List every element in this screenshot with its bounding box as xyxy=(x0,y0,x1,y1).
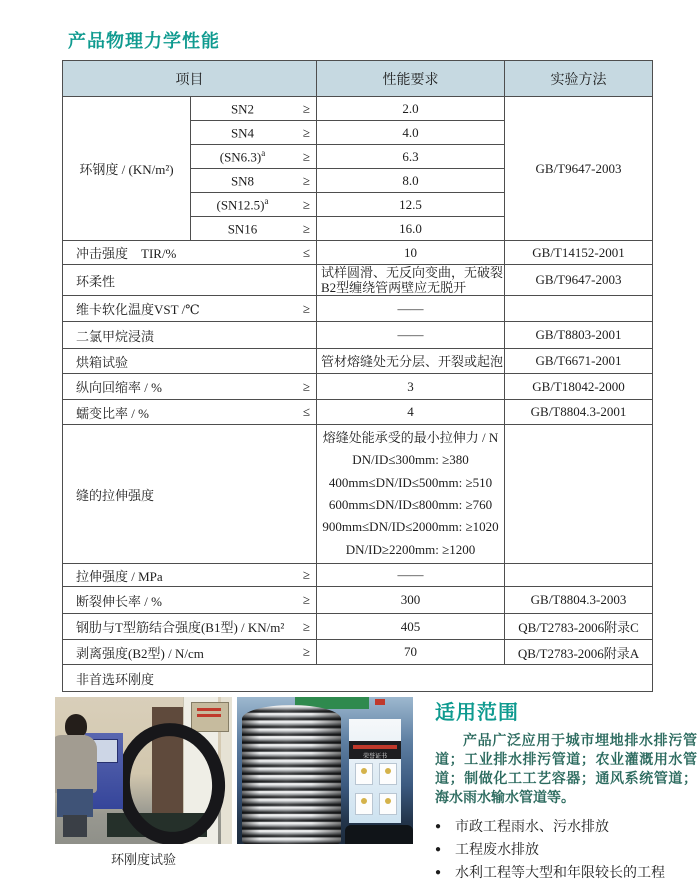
row-label-cell xyxy=(63,640,317,665)
photo-operator-body xyxy=(55,735,97,793)
ring-stiffness-label: 环钢度 / (KN/m²) xyxy=(63,97,191,241)
photo-certificate xyxy=(355,763,373,785)
photo-pipe-rings-floor xyxy=(345,825,413,844)
table-row-vicat xyxy=(63,296,653,322)
bullet-text: 工程废水排放 xyxy=(455,841,539,857)
photo-stand-red-strip xyxy=(353,745,397,749)
requirement-value: —— xyxy=(317,564,505,587)
method-cell: GB/T18042-2000 xyxy=(505,374,653,400)
method-cell xyxy=(505,296,653,322)
col-header-item: 项目 xyxy=(63,61,317,97)
row-label: 剥离强度(B2型) / N/cm xyxy=(76,645,204,661)
bullet-icon: ● xyxy=(435,821,442,832)
operator: ≥ xyxy=(302,148,310,164)
table-header-row xyxy=(63,61,653,97)
requirement-value: 2.0 xyxy=(317,97,505,121)
operator: ≥ xyxy=(302,618,310,634)
operator: ≥ xyxy=(302,100,310,116)
method-cell: QB/T2783-2006附录C xyxy=(505,614,653,640)
row-label: 二氯甲烷浸渍 xyxy=(76,328,155,344)
photo-certificate xyxy=(379,793,397,815)
grade-cell xyxy=(191,193,317,217)
requirement-value: —— xyxy=(317,296,505,322)
operator: ≥ xyxy=(302,592,310,607)
requirement-line: 试样圆滑、无反向变曲，无破裂 xyxy=(321,265,504,280)
method-cell xyxy=(505,425,653,564)
row-label: 维卡软化温度VST /℃ xyxy=(76,302,200,317)
grade-text: (SN12.5) xyxy=(216,197,265,213)
row-label-cell xyxy=(63,425,317,564)
grade-footnote: a xyxy=(261,147,266,158)
operator: ≥ xyxy=(302,172,310,188)
method-cell: GB/T9647-2003 xyxy=(505,265,653,296)
grade-cell xyxy=(191,121,317,145)
requirement-value: —— xyxy=(317,322,505,349)
table-row-creep-ratio xyxy=(63,400,653,425)
row-label-cell xyxy=(63,374,317,400)
seam-line: DN/ID≥2200mm: ≥1200 xyxy=(345,541,476,557)
row-label-cell xyxy=(63,265,317,296)
bullet-icon: ● xyxy=(435,867,442,878)
bullet-text: 水利工程等大型和年限较长的工程 xyxy=(455,864,665,880)
grade-text: SN4 xyxy=(230,125,255,141)
spec-table xyxy=(62,60,653,692)
photo-operator-legs xyxy=(57,789,93,817)
footer-row-label: 非首选环刚度 xyxy=(63,665,653,692)
grade-footnote: a xyxy=(264,195,269,206)
table-row-impact xyxy=(63,241,653,265)
photo-readout-display xyxy=(191,702,229,732)
method-cell: QB/T2783-2006附录A xyxy=(505,640,653,665)
row-label-cell xyxy=(63,322,317,349)
requirement-value: 10 xyxy=(317,241,505,265)
operator: ≥ xyxy=(302,300,310,316)
requirement-value: 70 xyxy=(317,640,505,665)
table-row-peel-strength xyxy=(63,640,653,665)
row-label-cell xyxy=(63,614,317,640)
table-row-ring-flexibility xyxy=(63,265,653,296)
method-cell: GB/T6671-2001 xyxy=(505,349,653,374)
table-row-elongation xyxy=(63,587,653,614)
photo-certificate xyxy=(379,763,397,785)
operator: ≥ xyxy=(302,220,310,236)
requirement-value: 管材熔缝处无分层、开裂或起泡 xyxy=(317,349,505,374)
grade-cell xyxy=(191,169,317,193)
seam-line: 900mm≤DN/ID≤2000mm: ≥1020 xyxy=(322,519,499,535)
row-label-cell xyxy=(63,296,317,322)
table-row-non-preferred xyxy=(63,665,653,692)
row-label: 拉伸强度 / MPa xyxy=(76,568,163,584)
operator: ≥ xyxy=(302,124,310,140)
row-label-cell xyxy=(63,400,317,425)
photo-certificate xyxy=(355,793,373,815)
photo-stand-title: 荣誉证书 xyxy=(362,754,387,760)
operator: ≥ xyxy=(302,567,310,582)
requirement-value: 4.0 xyxy=(317,121,505,145)
grade-cell xyxy=(191,217,317,241)
photo-readout-digits xyxy=(197,708,221,711)
operator: ≤ xyxy=(302,404,310,419)
table-row-longitudinal-reversion xyxy=(63,374,653,400)
requirement-value xyxy=(317,265,505,296)
row-label: 断裂伸长率 / % xyxy=(76,593,162,609)
photo-caption: 环刚度试验 xyxy=(110,852,176,867)
requirement-value: 12.5 xyxy=(317,193,505,217)
row-label: 缝的拉伸强度 xyxy=(76,487,155,503)
scope-bullet-list xyxy=(435,815,697,884)
operator: ≥ xyxy=(302,196,310,212)
page-title: 产品物理力学性能 xyxy=(68,31,220,51)
requirement-value: 16.0 xyxy=(317,217,505,241)
grade-text: SN2 xyxy=(230,101,255,117)
operator: ≤ xyxy=(302,244,310,260)
table-row-rib-bond-strength xyxy=(63,614,653,640)
row-label-cell xyxy=(63,349,317,374)
row-label: 钢肋与T型筋结合强度(B1型) / KN/m² xyxy=(76,620,285,635)
operator: ≥ xyxy=(302,644,310,659)
requirement-value xyxy=(317,425,505,564)
seam-line: DN/ID≤300mm: ≥380 xyxy=(352,452,469,468)
grade-cell xyxy=(191,97,317,121)
requirement-value: 3 xyxy=(317,374,505,400)
photo-stool xyxy=(63,815,87,837)
row-label-cell xyxy=(63,241,317,265)
requirement-value: 6.3 xyxy=(317,145,505,169)
scope-section xyxy=(435,696,697,884)
seam-line: 400mm≤DN/ID≤500mm: ≥510 xyxy=(328,474,493,490)
requirement-line: B2型缠绕管两壁应无脱开 xyxy=(321,280,467,295)
requirement-value: 300 xyxy=(317,587,505,614)
grade-text: (SN6.3) xyxy=(219,149,262,165)
table-row-seam-tensile xyxy=(63,425,653,564)
seam-line: 600mm≤DN/ID≤800mm: ≥760 xyxy=(328,497,493,512)
method-cell: GB/T8803-2001 xyxy=(505,322,653,349)
scope-heading: 适用范围 xyxy=(435,702,519,724)
table-row-dichloromethane xyxy=(63,322,653,349)
row-label: 纵向回缩率 / % xyxy=(76,380,162,395)
row-label: 环柔性 xyxy=(76,273,116,289)
grade-text: SN16 xyxy=(227,221,258,237)
row-label: 冲击强度 TIR/% xyxy=(76,246,177,261)
requirement-value: 8.0 xyxy=(317,169,505,193)
photo-pipe-shading xyxy=(242,705,341,844)
corrugated-pipe-photo xyxy=(237,697,413,844)
bullet-icon: ● xyxy=(435,844,442,855)
requirement-value: 4 xyxy=(317,400,505,425)
operator: ≥ xyxy=(302,378,310,394)
row-label: 烘箱试验 xyxy=(76,354,129,370)
scope-bullet-item xyxy=(435,838,697,861)
method-cell: GB/T8804.3-2001 xyxy=(505,400,653,425)
table-row-sn2 xyxy=(63,97,653,121)
scope-paragraph: 产品广泛应用于城市埋地排水排污管道；工业排水排污管道；农业灌溉用水管道；制做化工工艺容器；通风系统管道；海水雨水输水管道等。 xyxy=(435,732,697,805)
method-cell: GB/T8804.3-2003 xyxy=(505,587,653,614)
method-cell xyxy=(505,564,653,587)
scope-bullet-item xyxy=(435,815,697,838)
grade-text: SN8 xyxy=(230,173,255,189)
seam-line: 熔缝处能承受的最小拉伸力 / N xyxy=(322,429,499,445)
row-label: 蠕变比率 / % xyxy=(76,405,149,421)
grade-cell xyxy=(191,145,317,169)
col-header-requirement: 性能要求 xyxy=(317,61,505,97)
row-label-cell xyxy=(63,587,317,614)
table-row-oven-test xyxy=(63,349,653,374)
requirement-value: 405 xyxy=(317,614,505,640)
method-cell: GB/T9647-2003 xyxy=(505,97,653,241)
row-label-cell xyxy=(63,564,317,587)
col-header-method: 实验方法 xyxy=(505,61,653,97)
ring-stiffness-test-photo xyxy=(55,697,232,844)
bullet-text: 市政工程雨水、污水排放 xyxy=(455,818,609,834)
method-cell: GB/T14152-2001 xyxy=(505,241,653,265)
photo-red-decoration xyxy=(375,699,385,705)
table-row-tensile-strength xyxy=(63,564,653,587)
